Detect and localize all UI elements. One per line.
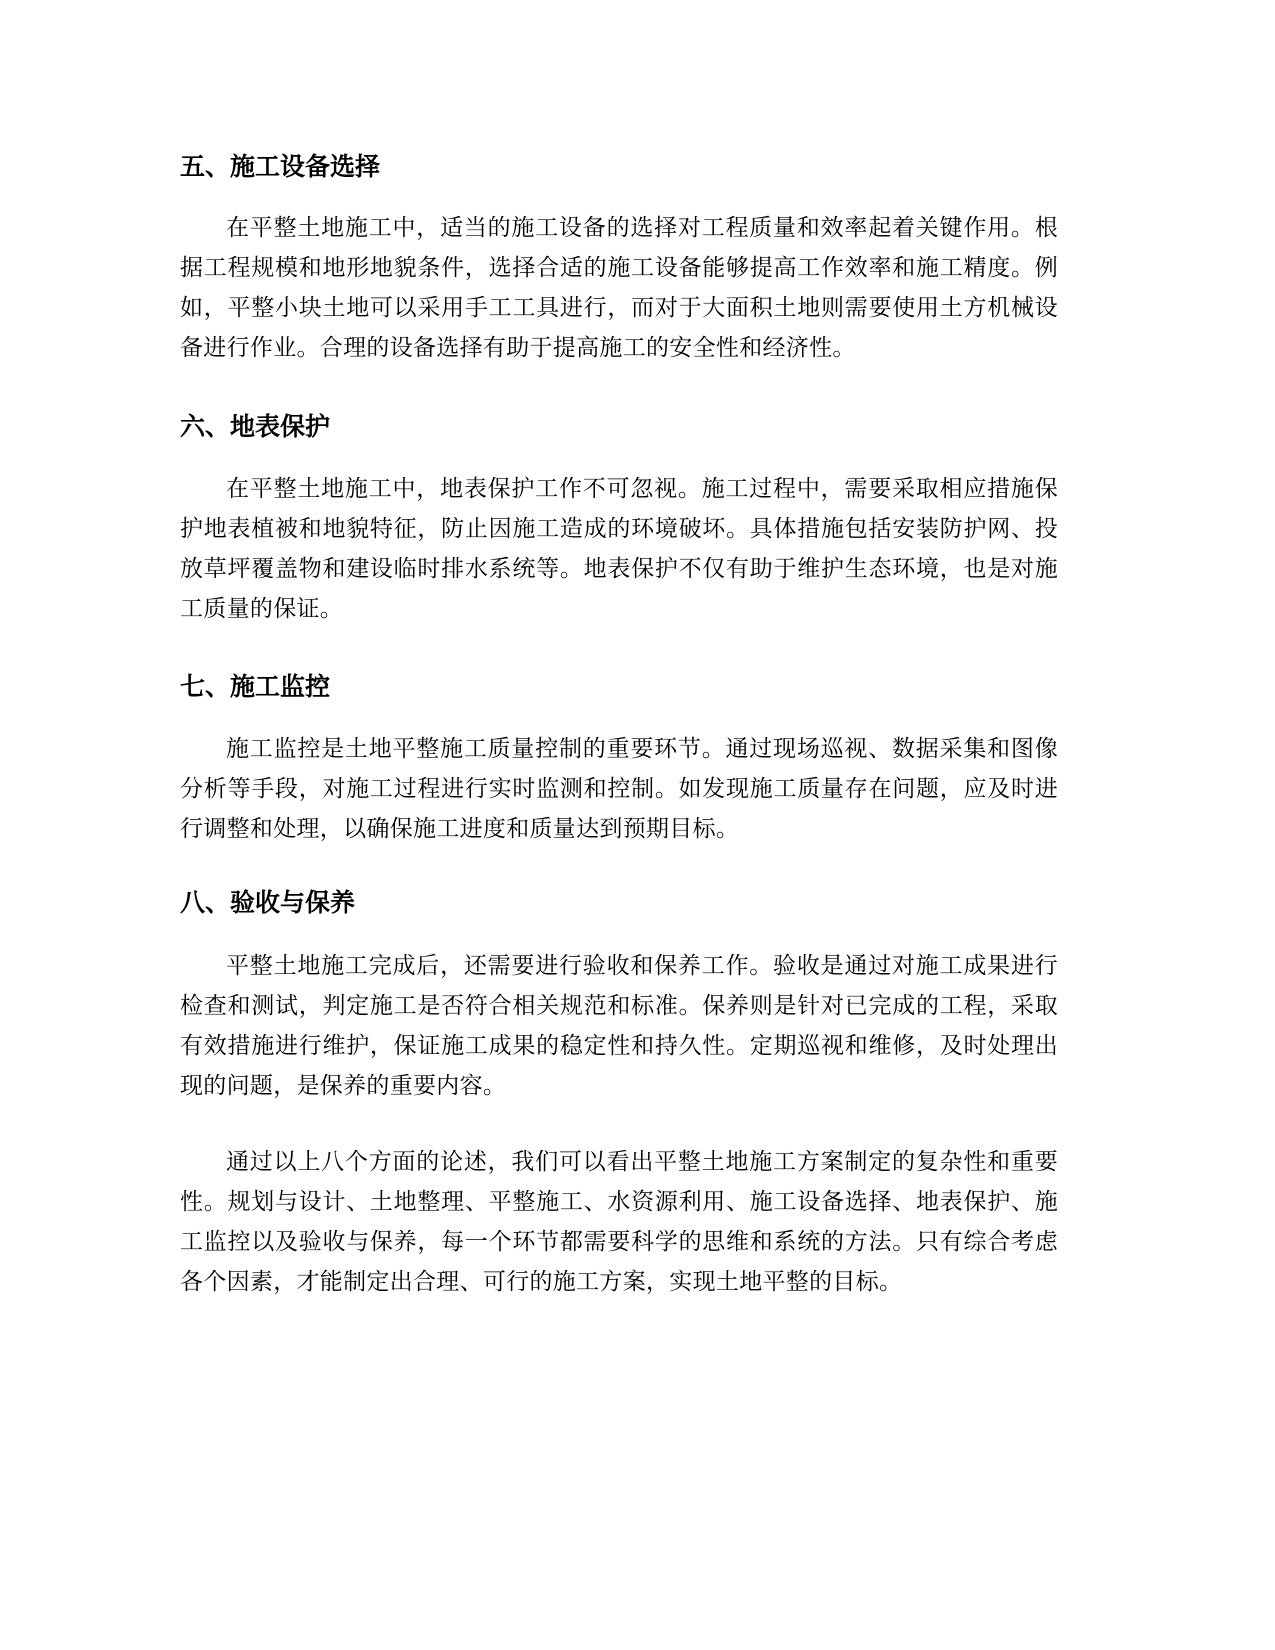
- section-paragraph-equipment-selection: 在平整土地施工中，适当的施工设备的选择对工程质量和效率起着关键作用。根据工程规模和地形地貌条件，选择合适的施工设备能够提高工作效率和施工精度。例如，平整小块土地可以采用手工工具进行，而对于大面积土地则需要使用土方机械设备进行作业。合理的设备选择有助于提高施工的安全性和经济性。: [180, 215, 1058, 361]
- section-paragraph-acceptance-maintenance: 平整土地施工完成后，还需要进行验收和保养工作。验收是通过对施工成果进行检查和测试，判定施工是否符合相关规范和标准。保养则是针对已完成的工程，采取有效措施进行维护，保证施工成果的稳定性和持久性。定期巡视和维修，及时处理出现的问题，是保养的重要内容。: [180, 953, 1058, 1099]
- section-paragraph-construction-monitoring: 施工监控是土地平整施工质量控制的重要环节。通过现场巡视、数据采集和图像分析等手段，对施工过程进行实时监测和控制。如发现施工质量存在问题，应及时进行调整和处理，以确保施工进度和质量达到预期目标。: [180, 736, 1058, 842]
- section-paragraph-surface-protection: 在平整土地施工中，地表保护工作不可忽视。施工过程中，需要采取相应措施保护地表植被和地貌特征，防止因施工造成的环境破坏。具体措施包括安装防护网、投放草坪覆盖物和建设临时排水系统等。地表保护不仅有助于维护生态环境，也是对施工质量的保证。: [180, 476, 1058, 622]
- section-heading-construction-monitoring: 七、施工监控: [180, 672, 331, 701]
- section-heading-acceptance-maintenance: 八、验收与保养: [180, 888, 356, 917]
- section-heading-surface-protection: 六、地表保护: [180, 412, 331, 441]
- conclusion-paragraph: 通过以上八个方面的论述，我们可以看出平整土地施工方案制定的复杂性和重要性。规划与设计、土地整理、平整施工、水资源利用、施工设备选择、地表保护、施工监控以及验收与保养，每一个环节都需要科学的思维和系统的方法。只有综合考虑各个因素，才能制定出合理、可行的施工方案，实现土地平整的目标。: [180, 1149, 1058, 1295]
- section-heading-equipment-selection: 五、施工设备选择: [180, 152, 381, 181]
